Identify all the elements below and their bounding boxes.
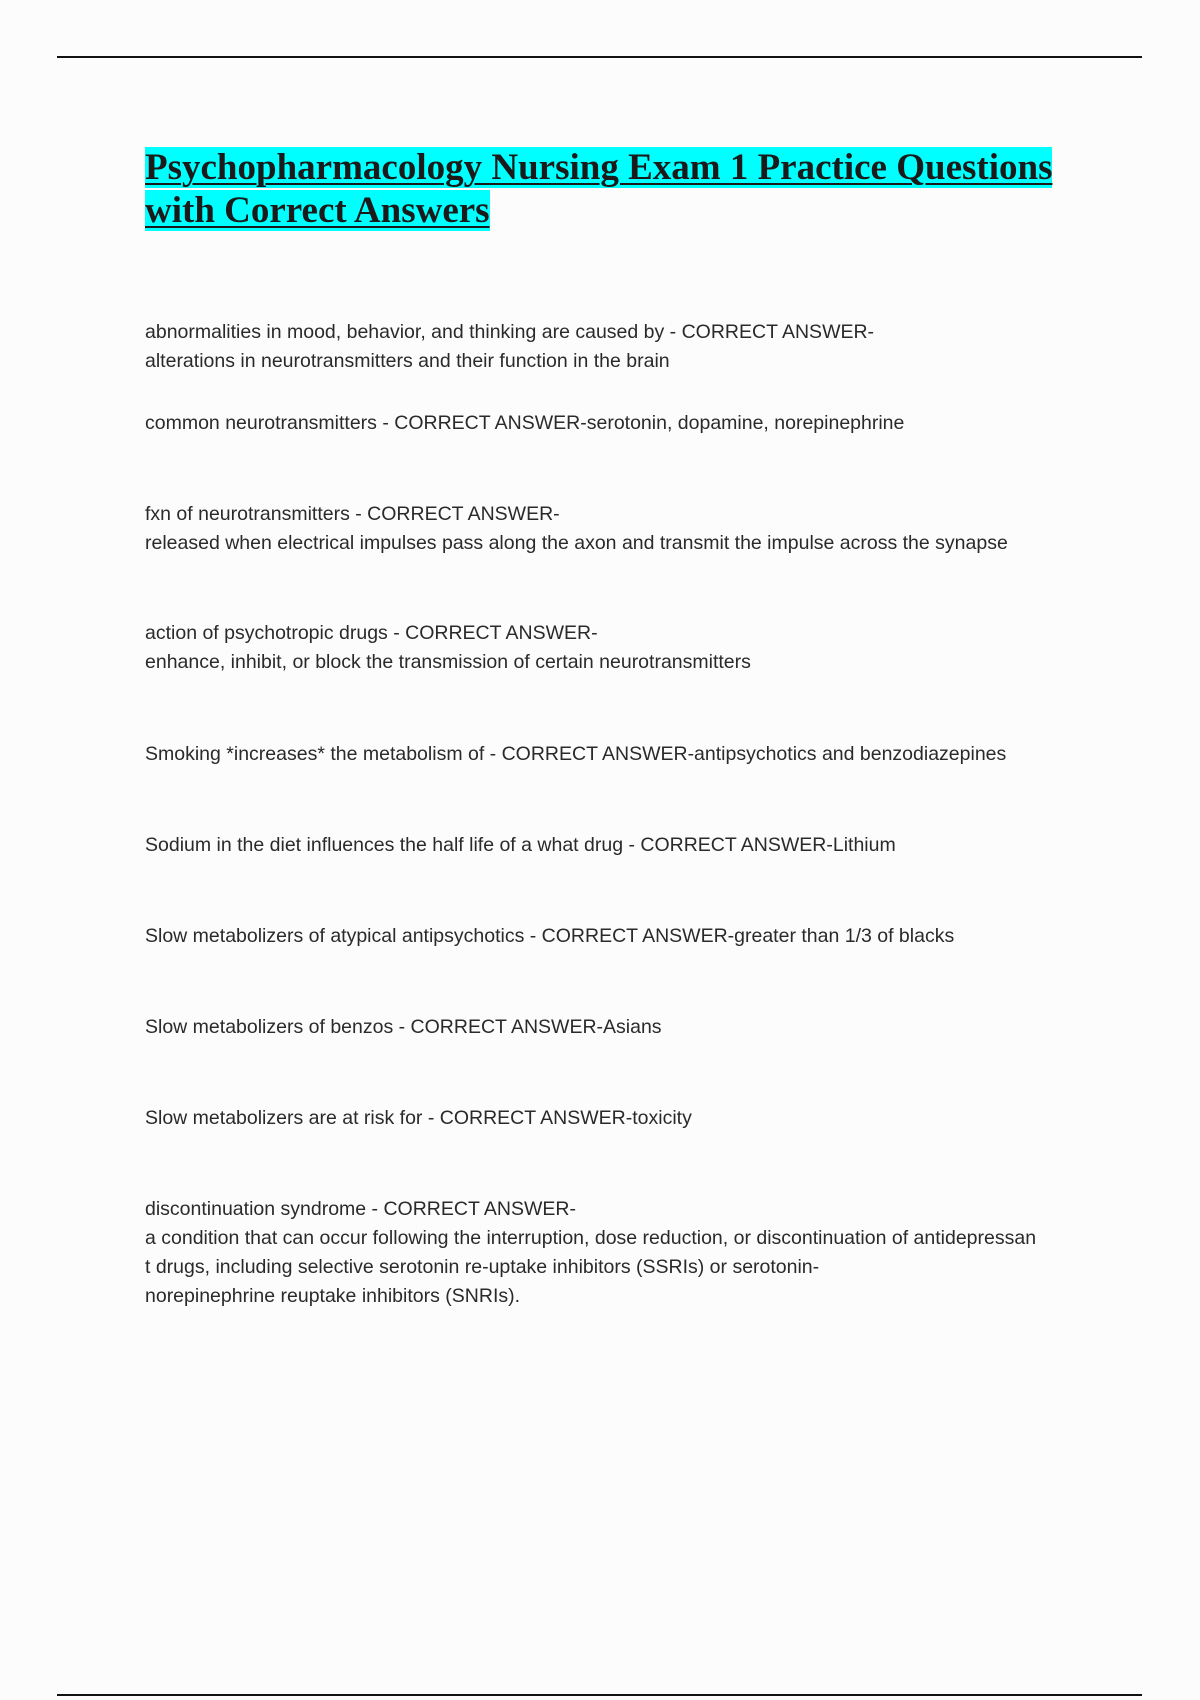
qa-item-line: Sodium in the diet influences the half life of a what drug - CORRECT ANSWER-Lithium [145,834,896,856]
qa-item-line: released when electrical impulses pass along the axon and transmit the impulse across the synapse [145,532,1008,554]
qa-item [145,740,1095,831]
qa-item-line: enhance, inhibit, or block the transmission of certain neurotransmitters [145,651,751,673]
qa-item [145,619,1095,740]
qa-list [145,318,1095,1311]
qa-item [145,1104,1095,1195]
qa-item-line: alterations in neurotransmitters and their function in the brain [145,350,670,372]
qa-item-line: Slow metabolizers are at risk for - CORRECT ANSWER-toxicity [145,1107,692,1129]
qa-item-line: Slow metabolizers of benzos - CORRECT ANSWER-Asians [145,1016,662,1038]
page-title [145,146,1085,232]
qa-item-line: common neurotransmitters - CORRECT ANSWER-serotonin, dopamine, norepinephrine [145,412,905,434]
qa-item-line: fxn of neurotransmitters - CORRECT ANSWER- [145,503,560,525]
title-line-2: with Correct Answers [145,190,490,231]
qa-item-line: Slow metabolizers of atypical antipsychotics - CORRECT ANSWER-greater than 1/3 of blacks [145,925,955,947]
title-line-1: Psychopharmacology Nursing Exam 1 Practice Questions [145,147,1053,188]
qa-item [145,409,1095,500]
qa-item-line: t drugs, including selective serotonin re-uptake inhibitors (SSRIs) or serotonin- [145,1256,820,1278]
qa-item [145,922,1095,1013]
qa-item [145,318,1095,409]
qa-item-line: norepinephrine reuptake inhibitors (SNRIs). [145,1285,521,1307]
qa-item [145,1013,1095,1104]
qa-item-line: Smoking *increases* the metabolism of - CORRECT ANSWER-antipsychotics and benzodiazepines [145,743,1007,765]
qa-item [145,831,1095,922]
qa-item [145,1195,1095,1311]
qa-item-line: abnormalities in mood, behavior, and thinking are caused by - CORRECT ANSWER- [145,321,875,343]
qa-item-line: discontinuation syndrome - CORRECT ANSWER- [145,1198,576,1220]
top-rule [57,56,1142,58]
qa-item [145,500,1095,619]
qa-item-line: action of psychotropic drugs - CORRECT ANSWER- [145,622,598,644]
bottom-rule [57,1694,1142,1696]
qa-item-line: a condition that can occur following the interruption, dose reduction, or discontinuation of antidepressan [145,1227,1037,1249]
